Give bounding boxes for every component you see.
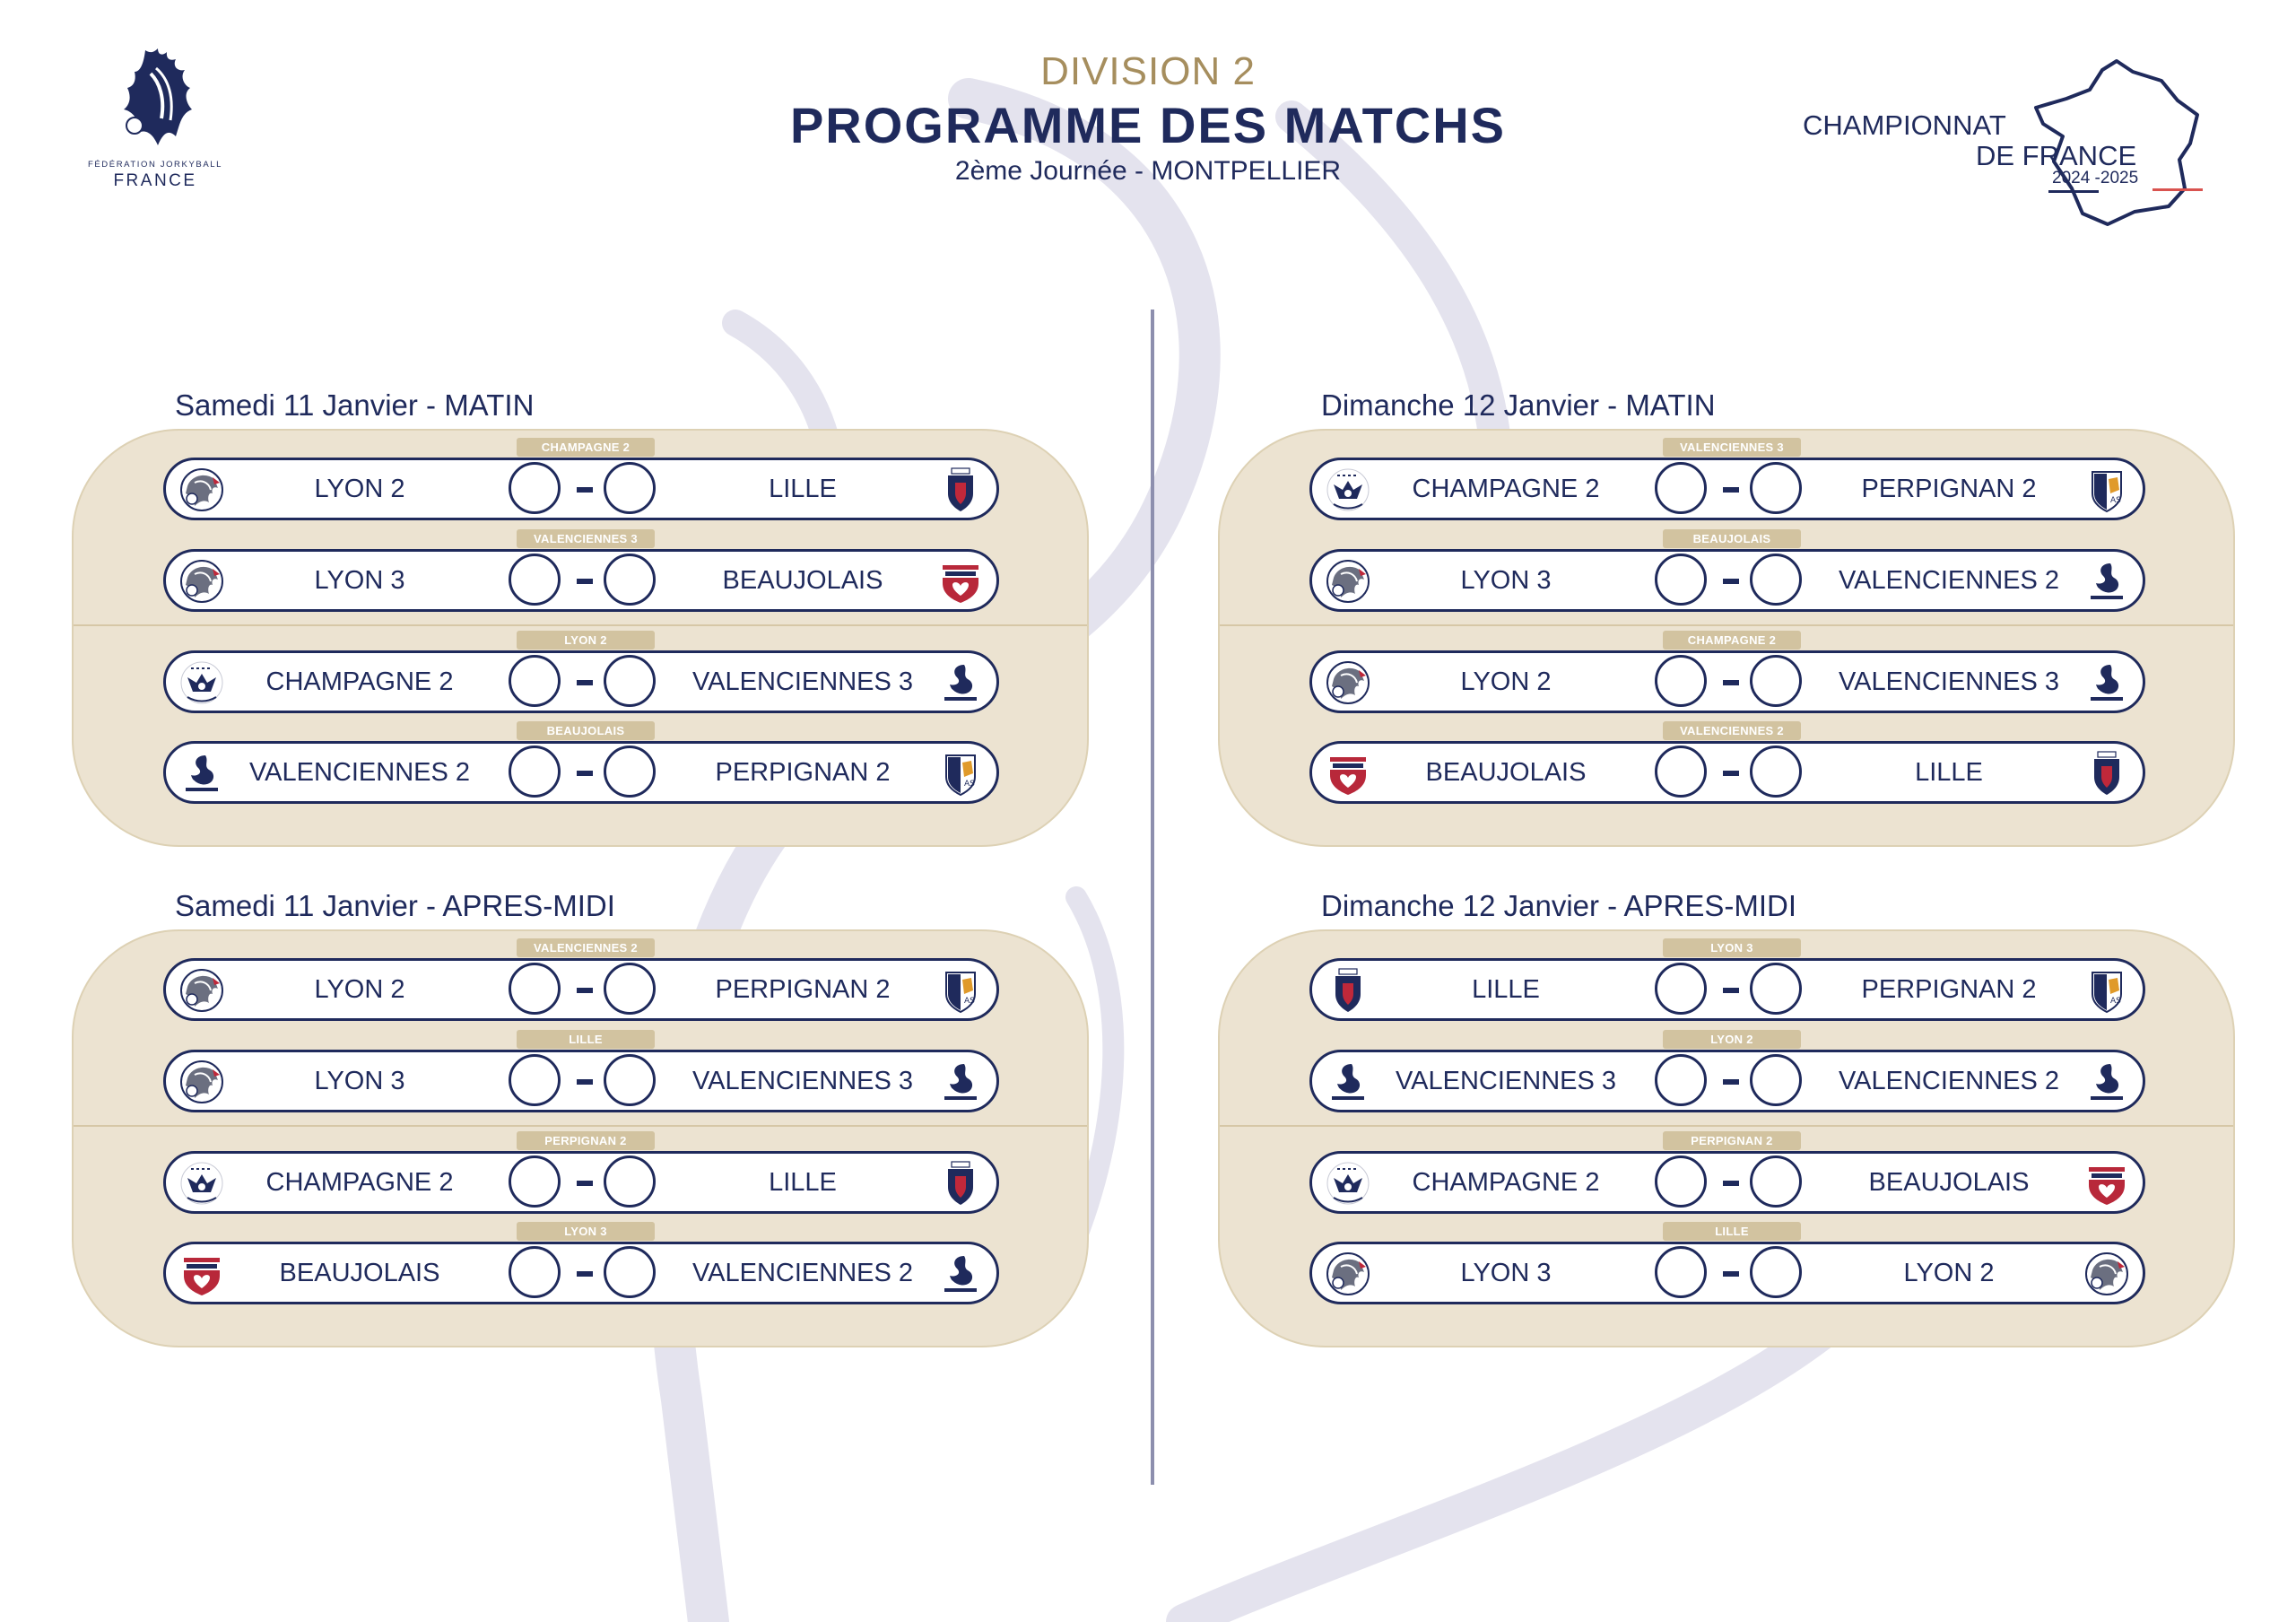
away-score-field[interactable] xyxy=(1750,554,1802,606)
valenciennes-crest-icon xyxy=(1325,1059,1371,1105)
match-row xyxy=(163,440,999,506)
lyon-crest-icon xyxy=(178,967,225,1014)
match-row xyxy=(1309,941,2145,1007)
champagne-crest-icon xyxy=(178,659,225,706)
score-separator xyxy=(577,1181,593,1186)
score-separator xyxy=(1723,680,1739,685)
home-team: BEAUJOLAIS xyxy=(1425,758,1587,787)
referee-tag: PERPIGNAN 2 xyxy=(517,1131,655,1150)
match-row xyxy=(1309,532,2145,597)
valenciennes-crest-icon xyxy=(2083,1059,2130,1105)
away-team: VALENCIENNES 2 xyxy=(691,1259,914,1287)
referee-tag: VALENCIENNES 2 xyxy=(1663,721,1801,740)
home-score-field[interactable] xyxy=(509,554,561,606)
away-team: PERPIGNAN 2 xyxy=(1861,475,2037,503)
home-score-field[interactable] xyxy=(1655,462,1707,514)
perpignan-crest-icon xyxy=(2083,967,2130,1014)
beaujolais-crest-icon xyxy=(1325,750,1371,797)
match-pill xyxy=(1309,650,2145,713)
session-block xyxy=(72,888,1089,1444)
champagne-crest-icon xyxy=(178,1160,225,1207)
away-score-field[interactable] xyxy=(604,1246,656,1298)
session-block xyxy=(1218,388,2235,944)
home-team: CHAMPAGNE 2 xyxy=(1412,475,1600,503)
home-score-field[interactable] xyxy=(509,1246,561,1298)
lyon-crest-icon xyxy=(178,1059,225,1105)
session-stage xyxy=(1218,929,2235,1347)
home-team: CHAMPAGNE 2 xyxy=(265,1168,454,1197)
valenciennes-crest-icon xyxy=(937,1059,984,1105)
away-team: LILLE xyxy=(769,1168,837,1197)
page-header xyxy=(700,47,1596,188)
away-score-field[interactable] xyxy=(604,1054,656,1106)
away-team: PERPIGNAN 2 xyxy=(1861,975,2037,1004)
svg-text:AS: AS xyxy=(964,997,975,1006)
score-separator xyxy=(1723,1079,1739,1085)
beaujolais-crest-icon xyxy=(937,558,984,605)
away-score-field[interactable] xyxy=(604,746,656,798)
score-separator xyxy=(577,988,593,993)
score-separator xyxy=(1723,1181,1739,1186)
match-pill xyxy=(1309,958,2145,1021)
home-score-field[interactable] xyxy=(1655,554,1707,606)
stage-divider xyxy=(1220,624,2233,626)
score-separator xyxy=(577,680,593,685)
session-title: Samedi 11 Janvier - MATIN xyxy=(175,388,535,422)
home-team: LYON 2 xyxy=(1460,667,1552,696)
match-pill xyxy=(163,650,999,713)
away-team: VALENCIENNES 2 xyxy=(1838,566,2060,595)
referee-tag: BEAUJOLAIS xyxy=(517,721,655,740)
home-score-field[interactable] xyxy=(509,963,561,1015)
away-score-field[interactable] xyxy=(1750,1246,1802,1298)
rooster-logo-icon xyxy=(115,47,196,154)
lille-crest-icon xyxy=(937,1160,984,1207)
session-block xyxy=(1218,888,2235,1444)
match-pill xyxy=(163,549,999,612)
match-pill xyxy=(1309,1151,2145,1214)
match-row xyxy=(163,941,999,1007)
stage-divider xyxy=(1220,1125,2233,1127)
champagne-crest-icon xyxy=(1325,467,1371,513)
stage-divider xyxy=(74,1125,1087,1127)
match-pill xyxy=(163,741,999,804)
referee-tag: CHAMPAGNE 2 xyxy=(517,438,655,457)
score-separator xyxy=(577,1079,593,1085)
score-separator xyxy=(1723,988,1739,993)
match-row xyxy=(1309,1033,2145,1098)
svg-text:AS: AS xyxy=(964,780,975,789)
home-team: LYON 2 xyxy=(314,975,405,1004)
match-row xyxy=(163,1134,999,1199)
division-label: DIVISION 2 xyxy=(1040,49,1256,93)
federation-country: FRANCE xyxy=(113,171,197,190)
away-score-field[interactable] xyxy=(604,554,656,606)
home-score-field[interactable] xyxy=(1655,1246,1707,1298)
match-pill xyxy=(163,1151,999,1214)
lyon-crest-icon xyxy=(1325,659,1371,706)
referee-tag: CHAMPAGNE 2 xyxy=(1663,631,1801,650)
away-score-field[interactable] xyxy=(604,462,656,514)
away-team: BEAUJOLAIS xyxy=(722,566,883,595)
federation-logo xyxy=(79,47,231,208)
score-separator xyxy=(1723,1271,1739,1277)
valenciennes-crest-icon xyxy=(178,750,225,797)
home-score-field[interactable] xyxy=(509,1054,561,1106)
score-separator xyxy=(1723,487,1739,493)
season-underline-red xyxy=(2152,188,2203,191)
away-score-field[interactable] xyxy=(604,963,656,1015)
away-score-field[interactable] xyxy=(604,1155,656,1208)
home-team: LILLE xyxy=(1472,975,1540,1004)
perpignan-crest-icon xyxy=(937,967,984,1014)
away-team: PERPIGNAN 2 xyxy=(715,975,891,1004)
home-score-field[interactable] xyxy=(1655,655,1707,707)
referee-tag: PERPIGNAN 2 xyxy=(1663,1131,1801,1150)
match-row xyxy=(163,724,999,789)
home-team: BEAUJOLAIS xyxy=(279,1259,440,1287)
match-pill xyxy=(163,1050,999,1112)
away-team: VALENCIENNES 3 xyxy=(691,667,914,696)
svg-text:AS: AS xyxy=(2110,496,2121,505)
score-separator xyxy=(577,579,593,584)
home-team: CHAMPAGNE 2 xyxy=(265,667,454,696)
beaujolais-crest-icon xyxy=(178,1251,225,1297)
away-team: PERPIGNAN 2 xyxy=(715,758,891,787)
referee-tag: LILLE xyxy=(1663,1222,1801,1241)
match-row xyxy=(1309,1225,2145,1290)
match-row xyxy=(163,1225,999,1290)
match-row xyxy=(1309,724,2145,789)
match-pill xyxy=(1309,741,2145,804)
home-score-field[interactable] xyxy=(509,1155,561,1208)
match-row xyxy=(1309,1134,2145,1199)
referee-tag: LYON 3 xyxy=(517,1222,655,1241)
home-score-field[interactable] xyxy=(1655,746,1707,798)
lille-crest-icon xyxy=(2083,750,2130,797)
session-stage xyxy=(1218,429,2235,847)
perpignan-crest-icon xyxy=(2083,467,2130,513)
away-team: VALENCIENNES 3 xyxy=(1838,667,2060,696)
match-row xyxy=(163,633,999,699)
match-pill xyxy=(1309,1050,2145,1112)
away-score-field[interactable] xyxy=(1750,655,1802,707)
championship-season: 2024 -2025 xyxy=(2052,169,2139,187)
stage-divider xyxy=(74,624,1087,626)
referee-tag: BEAUJOLAIS xyxy=(1663,529,1801,548)
away-team: LILLE xyxy=(1915,758,1983,787)
referee-tag: VALENCIENNES 3 xyxy=(1663,438,1801,457)
referee-tag: LYON 2 xyxy=(517,631,655,650)
score-separator xyxy=(577,487,593,493)
session-title: Dimanche 12 Janvier - APRES-MIDI xyxy=(1321,889,1797,922)
referee-tag: LYON 2 xyxy=(1663,1030,1801,1049)
valenciennes-crest-icon xyxy=(937,1251,984,1297)
away-team: BEAUJOLAIS xyxy=(1868,1168,2030,1197)
referee-tag: LILLE xyxy=(517,1030,655,1049)
home-score-field[interactable] xyxy=(1655,1155,1707,1208)
home-team: VALENCIENNES 3 xyxy=(1395,1067,1617,1095)
championship-logo xyxy=(1785,54,2233,233)
away-team: LILLE xyxy=(769,475,837,503)
home-score-field[interactable] xyxy=(1655,963,1707,1015)
lille-crest-icon xyxy=(937,467,984,513)
valenciennes-crest-icon xyxy=(937,659,984,706)
home-team: LYON 3 xyxy=(1460,1259,1552,1287)
session-stage xyxy=(72,429,1089,847)
score-separator xyxy=(577,771,593,776)
vertical-divider xyxy=(1151,310,1154,1485)
home-score-field[interactable] xyxy=(509,746,561,798)
away-team: VALENCIENNES 3 xyxy=(691,1067,914,1095)
lille-crest-icon xyxy=(1325,967,1371,1014)
home-score-field[interactable] xyxy=(1655,1054,1707,1106)
referee-tag: VALENCIENNES 3 xyxy=(517,529,655,548)
champagne-crest-icon xyxy=(1325,1160,1371,1207)
lyon-crest-icon xyxy=(1325,558,1371,605)
perpignan-crest-icon xyxy=(937,750,984,797)
home-team: VALENCIENNES 2 xyxy=(248,758,471,787)
away-team: VALENCIENNES 2 xyxy=(1838,1067,2060,1095)
session-block xyxy=(72,388,1089,944)
match-pill xyxy=(1309,549,2145,612)
away-team: LYON 2 xyxy=(1903,1259,1995,1287)
federation-name: FÉDÉRATION JORKYBALL xyxy=(87,160,223,170)
match-pill xyxy=(163,1242,999,1304)
score-separator xyxy=(1723,579,1739,584)
away-score-field[interactable] xyxy=(1750,1155,1802,1208)
away-score-field[interactable] xyxy=(1750,746,1802,798)
match-row xyxy=(1309,440,2145,506)
lyon-crest-icon xyxy=(1325,1251,1371,1297)
home-team: LYON 3 xyxy=(314,1067,405,1095)
away-score-field[interactable] xyxy=(604,655,656,707)
match-row xyxy=(1309,633,2145,699)
session-stage xyxy=(72,929,1089,1347)
valenciennes-crest-icon xyxy=(2083,558,2130,605)
session-title: Samedi 11 Janvier - APRES-MIDI xyxy=(175,889,615,922)
match-row xyxy=(163,532,999,597)
lyon-crest-icon xyxy=(178,558,225,605)
session-title: Dimanche 12 Janvier - MATIN xyxy=(1321,388,1716,422)
page-title: PROGRAMME DES MATCHS xyxy=(789,97,1507,153)
lyon-crest-icon xyxy=(2083,1251,2130,1297)
home-score-field[interactable] xyxy=(509,655,561,707)
home-team: LYON 3 xyxy=(1460,566,1552,595)
season-underline-blue xyxy=(2048,190,2099,193)
referee-tag: LYON 3 xyxy=(1663,938,1801,957)
match-pill xyxy=(1309,458,2145,520)
match-row xyxy=(163,1033,999,1098)
referee-tag: VALENCIENNES 2 xyxy=(517,938,655,957)
home-team: CHAMPAGNE 2 xyxy=(1412,1168,1600,1197)
away-score-field[interactable] xyxy=(1750,462,1802,514)
lyon-crest-icon xyxy=(178,467,225,513)
championship-line2: DE FRANCE xyxy=(1976,140,2137,171)
beaujolais-crest-icon xyxy=(2083,1160,2130,1207)
score-separator xyxy=(577,1271,593,1277)
away-score-field[interactable] xyxy=(1750,963,1802,1015)
match-pill xyxy=(1309,1242,2145,1304)
match-pill xyxy=(163,958,999,1021)
away-score-field[interactable] xyxy=(1750,1054,1802,1106)
home-score-field[interactable] xyxy=(509,462,561,514)
match-pill xyxy=(163,458,999,520)
page-subtitle: 2ème Journée - MONTPELLIER xyxy=(954,156,1342,186)
home-team: LYON 3 xyxy=(314,566,405,595)
valenciennes-crest-icon xyxy=(2083,659,2130,706)
home-team: LYON 2 xyxy=(314,475,405,503)
championship-line1: CHAMPIONNAT xyxy=(1803,109,2006,141)
svg-text:AS: AS xyxy=(2110,997,2121,1006)
score-separator xyxy=(1723,771,1739,776)
